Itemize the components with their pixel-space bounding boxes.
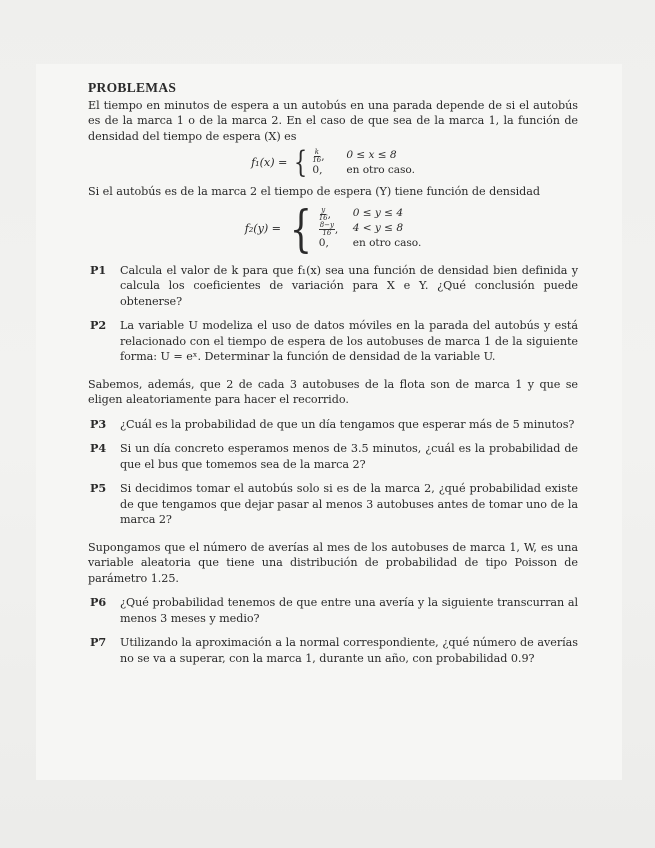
case-condition: en otro caso. — [346, 164, 415, 177]
formula-f1-cases — [312, 149, 415, 177]
problem-tag: P7 — [90, 635, 107, 649]
left-brace-icon: { — [294, 145, 308, 180]
formula-f2-case-2: $\frac{8-y}{16}$ , 4 < y ≤ 8 — [319, 221, 404, 238]
problem-text: Si un día concreto esperamos menos de 3.5 minutos, ¿cuál es la probabilidad de que el bus que tomemos sea de la marca 2? — [120, 442, 578, 471]
problem-p7 — [88, 635, 578, 666]
problem-p2 — [88, 318, 578, 365]
fraction: $\frac{k}{16}$ — [312, 148, 322, 165]
problem-p4 — [88, 441, 578, 472]
formula-f1-case-2: 0, en otro caso. — [312, 164, 415, 177]
document-body — [88, 80, 578, 666]
formula-f2-case-3: 0, en otro caso. — [318, 237, 422, 250]
problem-text: Si decidimos tomar el autobús solo si es de la marca 2, ¿qué probabilidad existe de que tengamos que dejar pasar al menos 3 autobuses antes de tomar uno de la marca 2? — [120, 482, 578, 526]
problem-p1 — [88, 263, 578, 310]
formula-f2-case-1: $\frac{y}{16}$ , 0 ≤ y ≤ 4 — [318, 206, 404, 223]
problem-p6 — [88, 595, 578, 626]
document-title: PROBLEMAS — [88, 80, 177, 95]
problem-p3 — [88, 417, 578, 433]
formula-f1 — [88, 145, 578, 180]
formula-f1-lhs: f₁(x) = — [251, 156, 288, 170]
problem-tag: P3 — [90, 416, 107, 431]
fraction: $\frac{8-y}{16}$ — [319, 221, 334, 238]
formula-f2 — [88, 199, 578, 258]
case-condition: 0 ≤ x ≤ 8 — [346, 149, 397, 162]
formula-f1-case-1: $\frac{k}{16}$ , 0 ≤ x ≤ 8 — [312, 148, 397, 165]
problem-text: Calcula el valor de k para que f₁(x) sea una función de densidad bien definida y calcula los coeficientes de variación para X e Y. ¿Qué conclusión puede obtenerse? — [120, 263, 578, 308]
mid-paragraph: Si el autobús es de la marca 2 el tiempo de espera (Y) tiene función de densidad — [88, 185, 541, 198]
problem-text: ¿Qué probabilidad tenemos de que entre una avería y la siguiente transcurran al menos 3 meses y medio? — [120, 596, 578, 625]
fleet-paragraph: Sabemos, además, que 2 de cada 3 autobuses de la flota son de marca 1 y que se eligen aleatoriamente para hacer el recorrido. — [88, 377, 578, 406]
problem-p5 — [88, 481, 578, 528]
fraction: $\frac{y}{16}$ — [318, 206, 328, 223]
problem-tag: P2 — [90, 318, 107, 332]
intro-paragraph: El tiempo en minutos de espera a un autobús en una parada depende de si el autobús es de la marca 1 o de la marca 2. En el caso de que sea de la marca 1, la función de densidad del tiempo de espera (X) es — [88, 98, 578, 143]
problem-text: Utilizando la aproximación a la normal correspondiente, ¿qué número de averías no se va a superar, con la marca 1, durante un año, con probabilidad 0.9? — [120, 636, 578, 665]
problem-tag: P1 — [90, 262, 107, 277]
formula-f2-cases — [319, 207, 422, 250]
formula-f2-lhs: f₂(y) = — [244, 221, 281, 235]
case-condition: en otro caso. — [352, 237, 422, 250]
problem-tag: P6 — [90, 595, 107, 609]
left-brace-icon: { — [289, 199, 313, 258]
problem-text: La variable U modeliza el uso de datos móviles en la parada del autobús y está relacionado con el tiempo de espera de los autobuses de marca 1 de la siguiente forma: U = eˣ. Determinar la función de densidad de la variable U. — [120, 319, 578, 363]
case-condition: 0 ≤ y ≤ 4 — [352, 207, 404, 220]
problem-tag: P4 — [90, 441, 107, 455]
poisson-paragraph: Supongamos que el número de averías al mes de los autobuses de marca 1, W, es una variable aleatoria que tiene una distribución de probabilidad de tipo Poisson de parámetro 1.25. — [88, 540, 578, 585]
problem-tag: P5 — [90, 481, 107, 495]
case-condition: 4 < y ≤ 8 — [352, 222, 404, 235]
problem-text: ¿Cuál es la probabilidad de que un día tengamos que esperar más de 5 minutos? — [120, 417, 575, 431]
